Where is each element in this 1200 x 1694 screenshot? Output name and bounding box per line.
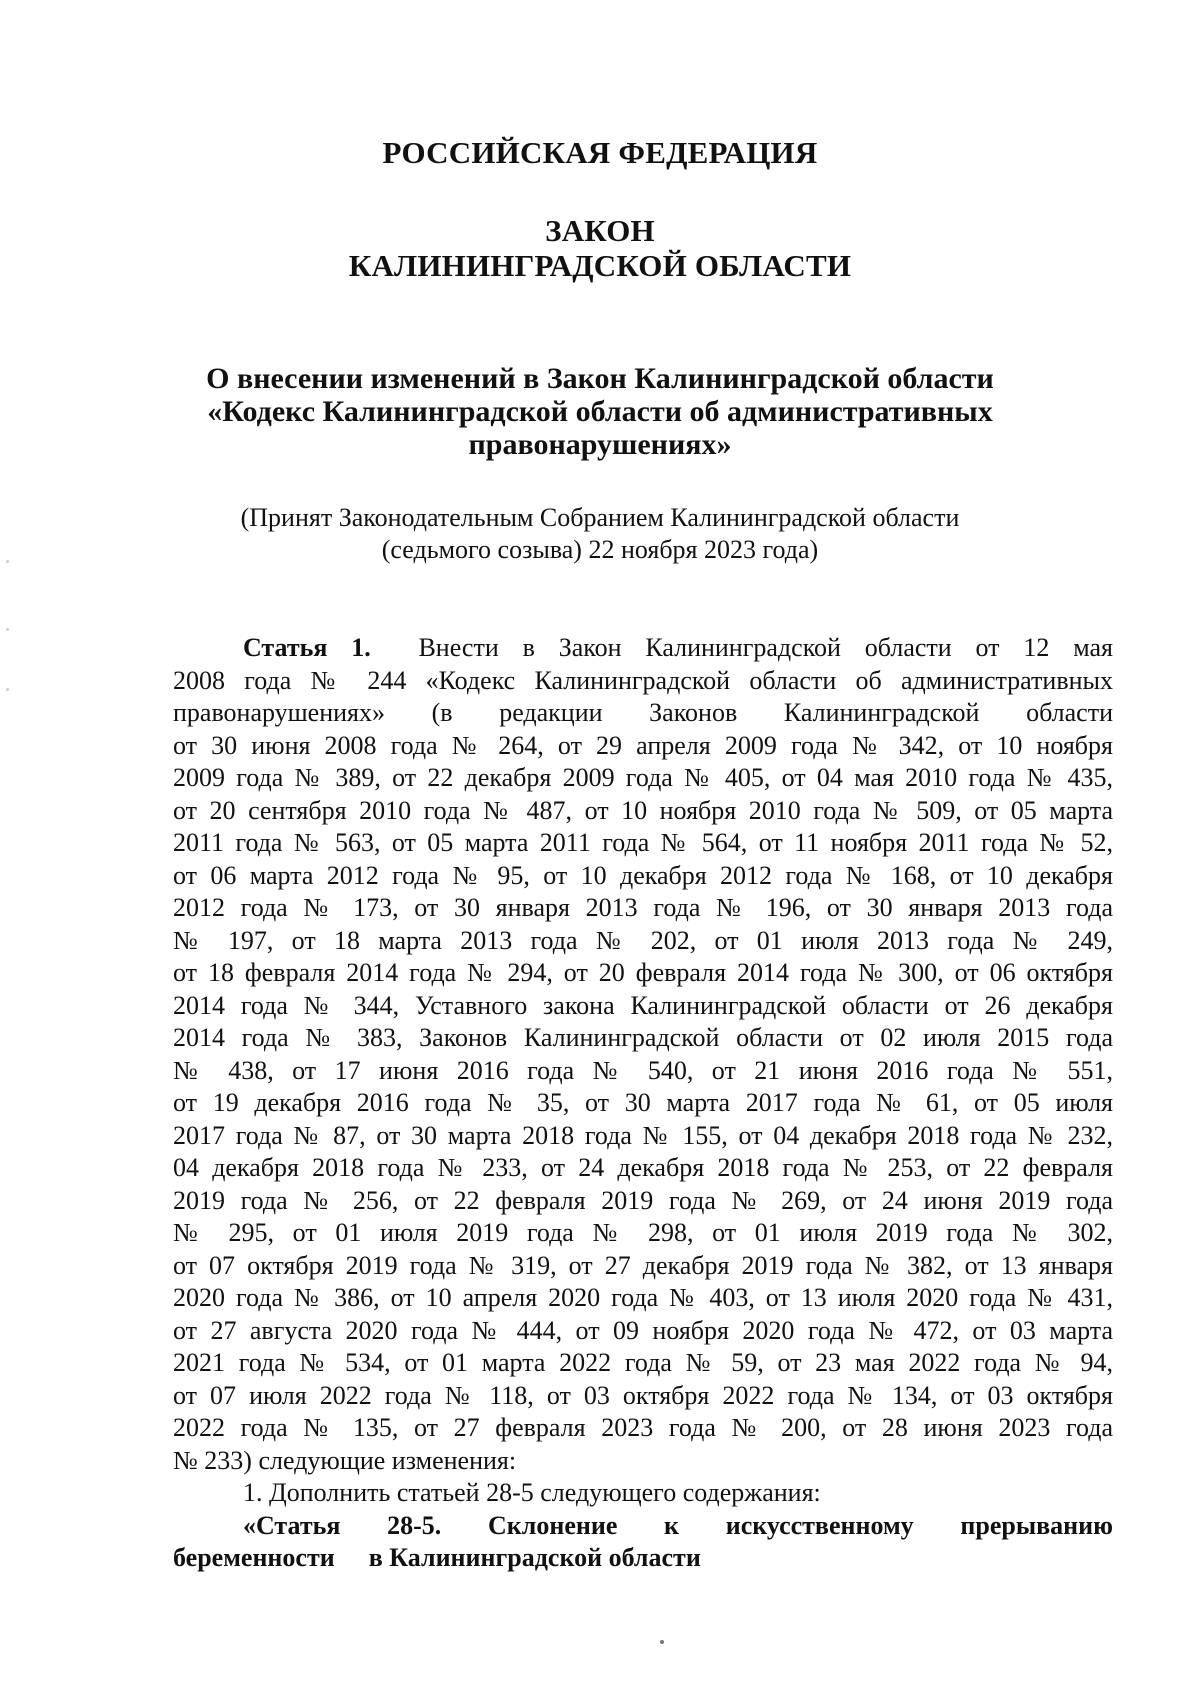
article-1-line: 2012 года № 173, от 30 января 2013 года № 196, от 30 января 2013 года	[173, 893, 1113, 922]
scan-artifact-dot	[6, 688, 9, 691]
article-1-line: № 295, от 01 июля 2019 года № 298, от 01 июля 2019 года № 302,	[173, 1218, 1113, 1247]
federation-heading: РОССИЙСКАЯ ФЕДЕРАЦИЯ	[382, 135, 818, 170]
article-1-line: от 19 декабря 2016 года № 35, от 30 марта 2017 года № 61, от 05 июля	[173, 1088, 1113, 1117]
law-title-line: правонарушениях»	[468, 428, 732, 461]
scan-artifact-dot	[6, 628, 9, 631]
article-1-line: от 30 июня 2008 года № 264, от 29 апреля 2009 года № 342, от 10 ноября	[173, 730, 1113, 760]
article-1-line: от 18 февраля 2014 года № 294, от 20 февраля 2014 года № 300, от 06 октября	[173, 958, 1113, 987]
article-1-last-line: № 233) следующие изменения:	[173, 1445, 517, 1475]
article-1-line: 2011 года № 563, от 05 марта 2011 года № 564, от 11 ноября 2011 года № 52,	[173, 828, 1113, 857]
article-1-line: 2020 года № 386, от 10 апреля 2020 года № 403, от 13 июля 2020 года № 431,	[173, 1283, 1113, 1312]
article-1-first-line	[173, 632, 1113, 665]
law-title-line: О внесении изменений в Закон Калининградской области	[206, 362, 994, 395]
scan-artifact-dot	[660, 1640, 664, 1644]
article-1-line: правонарушениях» (в редакции Законов Калининградской области	[173, 698, 1113, 727]
article-1-line: от 27 августа 2020 года № 444, от 09 ноября 2020 года № 472, от 03 марта	[173, 1315, 1113, 1345]
article-1-line: 2019 года № 256, от 22 февраля 2019 года № 269, от 24 июня 2019 года	[173, 1185, 1113, 1215]
law-title	[150, 362, 1050, 461]
new-article-heading-part: беременности	[173, 1543, 335, 1572]
article-1-first-line-text: Внести в Закон Калининградской области от 12 мая	[418, 633, 1113, 662]
article-1-line: от 07 октября 2019 года № 319, от 27 декабря 2019 года № 382, от 13 января	[173, 1250, 1113, 1280]
adoption-note-line: (Принят Законодательным Собранием Калининградской области	[240, 503, 960, 532]
amendment-item-1: 1. Дополнить статьей 28-5 следующего содержания:	[243, 1478, 821, 1507]
article-1-line: 2008 года № 244 «Кодекс Калининградской области об административных	[173, 665, 1113, 695]
scan-artifact-dot	[6, 560, 9, 563]
adoption-note	[150, 502, 1050, 566]
article-1-line: 2014 года № 383, Законов Калининградской области от 02 июля 2015 года	[173, 1023, 1113, 1052]
article-1-line: 2009 года № 389, от 22 декабря 2009 года № 405, от 04 мая 2010 года № 435,	[173, 763, 1113, 792]
adoption-note-line: (седьмого созыва) 22 ноября 2023 года)	[381, 535, 819, 564]
new-article-heading-line-2	[173, 1542, 1113, 1575]
article-1-line: № 197, от 18 марта 2013 года № 202, от 01 июля 2013 года № 249,	[173, 925, 1113, 955]
article-1-line: № 438, от 17 июня 2016 года № 540, от 21 июня 2016 года № 551,	[173, 1055, 1113, 1085]
article-1-line: 2021 года № 534, от 01 марта 2022 года № 59, от 23 мая 2022 года № 94,	[173, 1348, 1113, 1377]
article-1-label: Статья 1.	[243, 633, 371, 662]
law-title-line: «Кодекс Калининградской области об административных	[207, 395, 993, 428]
article-1-line: 04 декабря 2018 года № 233, от 24 декабря 2018 года № 253, от 22 февраля	[173, 1153, 1113, 1182]
article-1-line: от 07 июля 2022 года № 118, от 03 октября 2022 года № 134, от 03 октября	[173, 1380, 1113, 1410]
article-1-body	[173, 632, 1113, 1575]
law-heading: ЗАКОН	[545, 213, 655, 248]
article-1-line: от 20 сентября 2010 года № 487, от 10 ноября 2010 года № 509, от 05 марта	[173, 795, 1113, 825]
article-1-line: от 06 марта 2012 года № 95, от 10 декабря 2012 года № 168, от 10 декабря	[173, 860, 1113, 890]
region-heading: КАЛИНИНГРАДСКОЙ ОБЛАСТИ	[348, 248, 852, 283]
new-article-heading-line: «Статья 28-5. Склонение к искусственному прерыванию	[243, 1510, 1113, 1540]
article-1-line: 2017 года № 87, от 30 марта 2018 года № 155, от 04 декабря 2018 года № 232,	[173, 1120, 1113, 1150]
article-1-line: 2022 года № 135, от 27 февраля 2023 года № 200, от 28 июня 2023 года	[173, 1413, 1113, 1442]
new-article-heading-part: в Калининградской области	[368, 1543, 701, 1572]
article-1-line: 2014 года № 344, Уставного закона Калининградской области от 26 декабря	[173, 990, 1113, 1020]
